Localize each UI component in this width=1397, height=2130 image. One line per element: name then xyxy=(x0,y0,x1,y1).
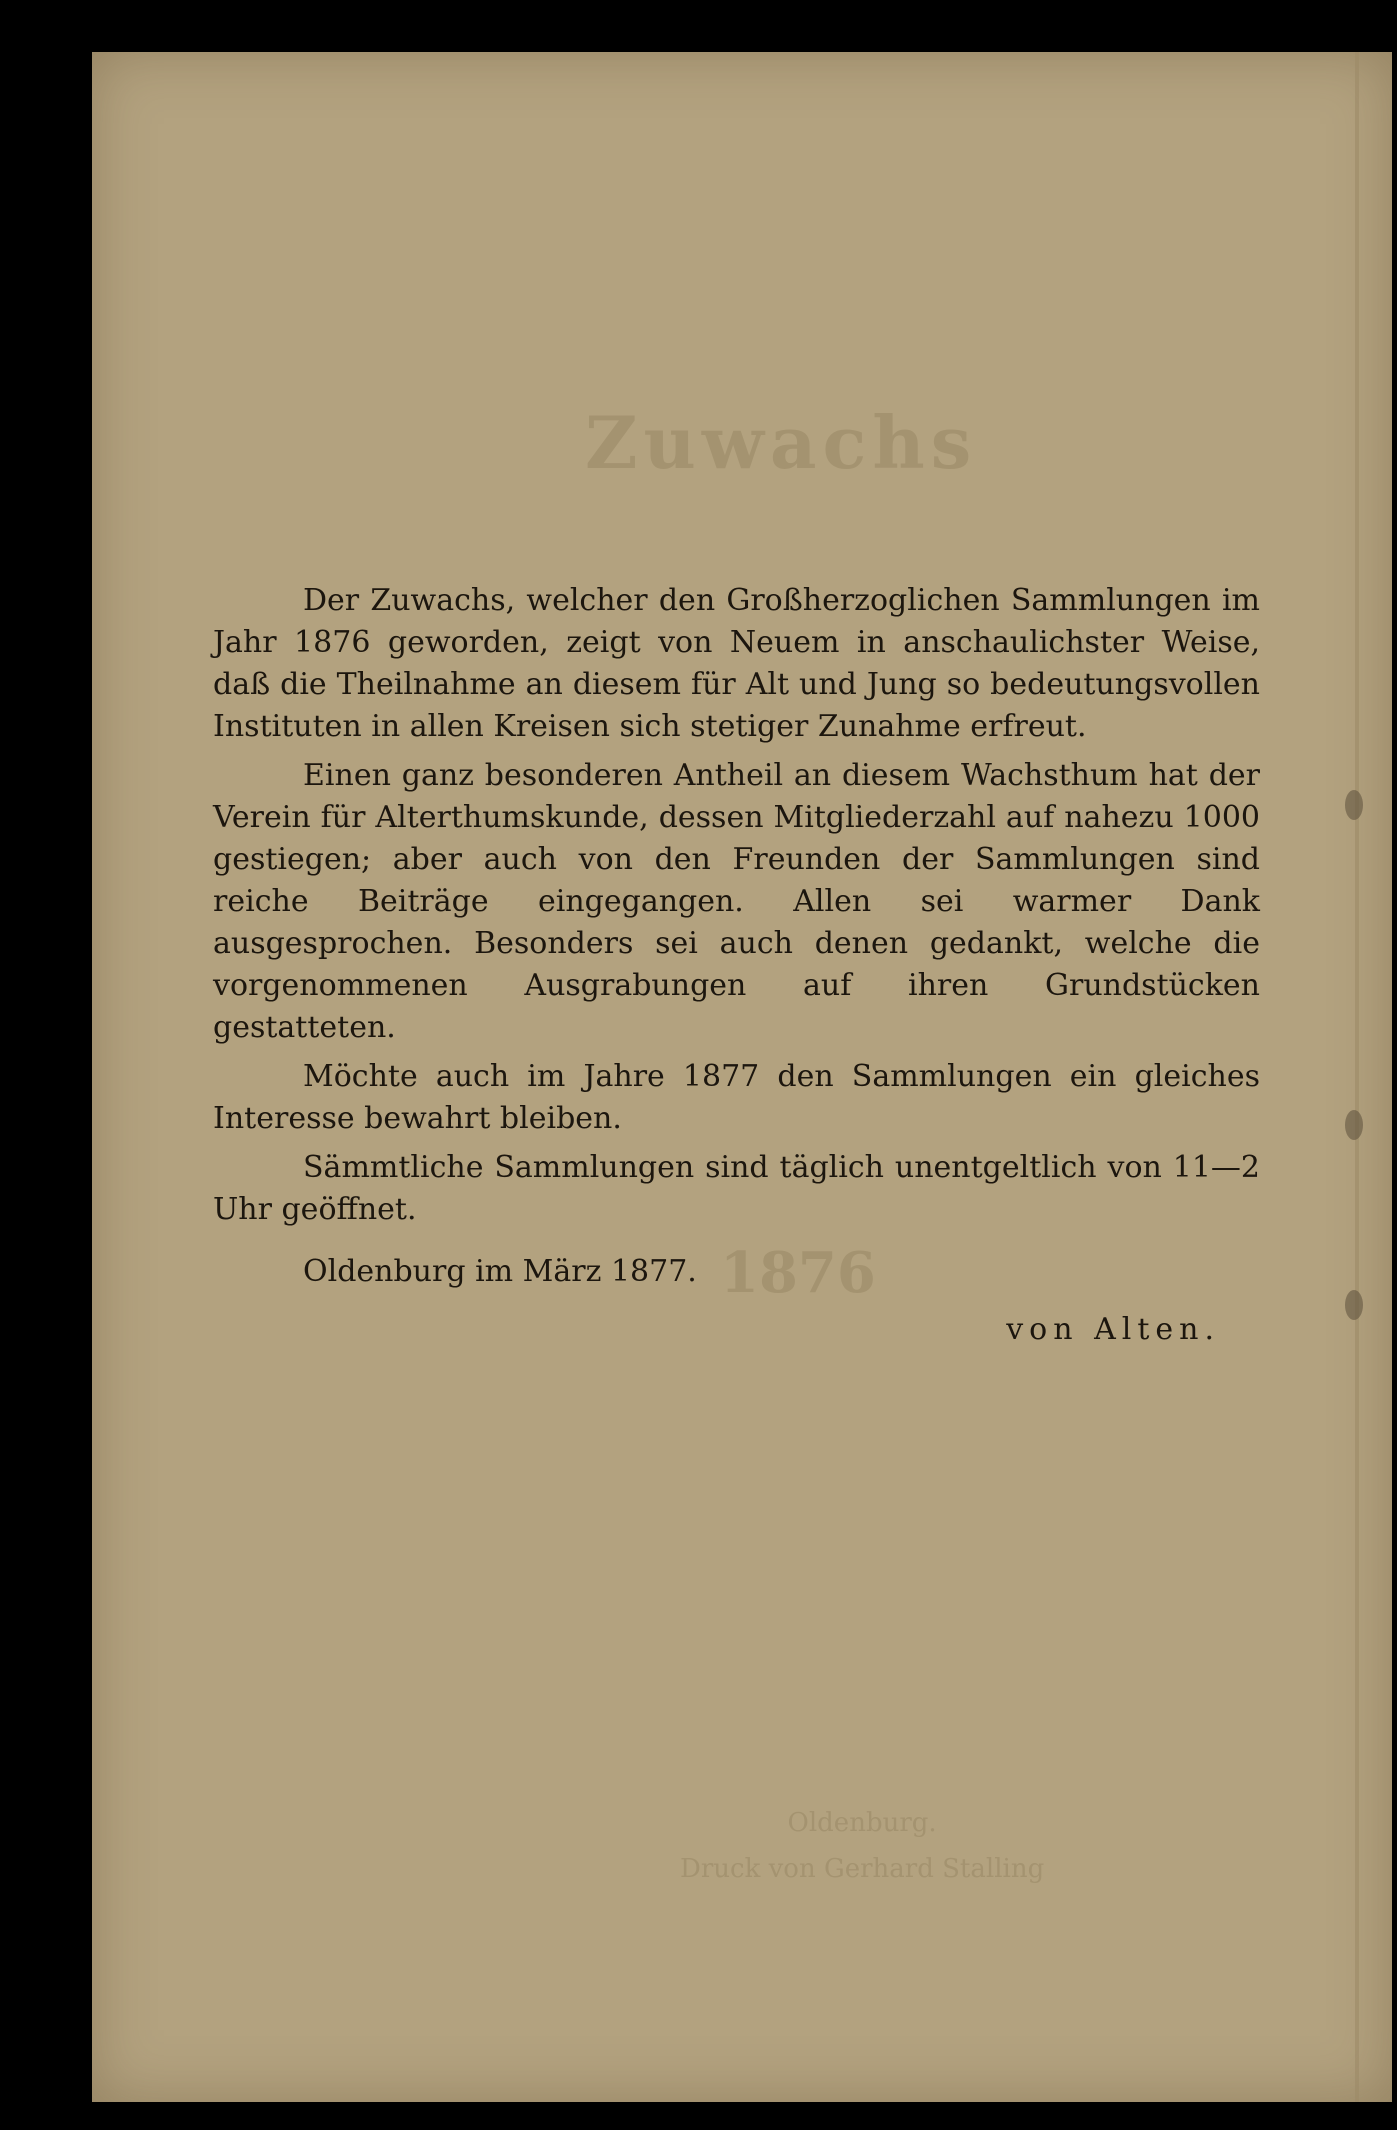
signature: von Alten. xyxy=(1006,1312,1220,1347)
binding-hole-mark xyxy=(1345,1110,1363,1140)
show-through-imprint xyxy=(680,1800,1044,1892)
document-body xyxy=(213,580,1260,1351)
show-through-year: 1876 xyxy=(720,1240,876,1306)
paragraph-3: Möchte auch im Jahre 1877 den Sammlungen ein gleiches Interesse bewahrt bleiben. xyxy=(213,1059,1260,1136)
binding-hole-mark xyxy=(1345,1290,1363,1320)
page-fold xyxy=(1355,52,1359,2102)
binding-hole-mark xyxy=(1345,790,1363,820)
show-through-title: Zuwachs xyxy=(585,400,978,485)
paragraph-1: Der Zuwachs, welcher den Großherzoglichen Sammlungen im Jahr 1876 geworden, zeigt von Neuem in anschaulichster Weise, daß die Theilnahme an diesem für Alt und Jung so bedeutungsvollen Instituten in allen Kreisen sich stetiger Zunahme erfreut. xyxy=(213,583,1260,744)
paragraph-4: Sämmtliche Sammlungen sind täglich unentgeltlich von 11—2 Uhr geöffnet. xyxy=(213,1150,1260,1227)
show-through-imprint-line2: Druck von Gerhard Stalling xyxy=(680,1854,1045,1884)
dateline: Oldenburg im März 1877. xyxy=(303,1254,697,1289)
paragraph-2: Einen ganz besonderen Antheil an diesem Wachsthum hat der Verein für Alterthumskunde, dessen Mitgliederzahl auf nahezu 1000 gestiegen; aber auch von den Freunden der Sammlungen sind reiche Beiträge eingegangen. Allen sei warmer Dank ausgesprochen. Besonders sei auch denen gedankt, welche die vorgenommenen Ausgrabungen auf ihren Grundstücken gestatteten. xyxy=(213,758,1260,1045)
show-through-imprint-line1: Oldenburg. xyxy=(787,1808,937,1838)
